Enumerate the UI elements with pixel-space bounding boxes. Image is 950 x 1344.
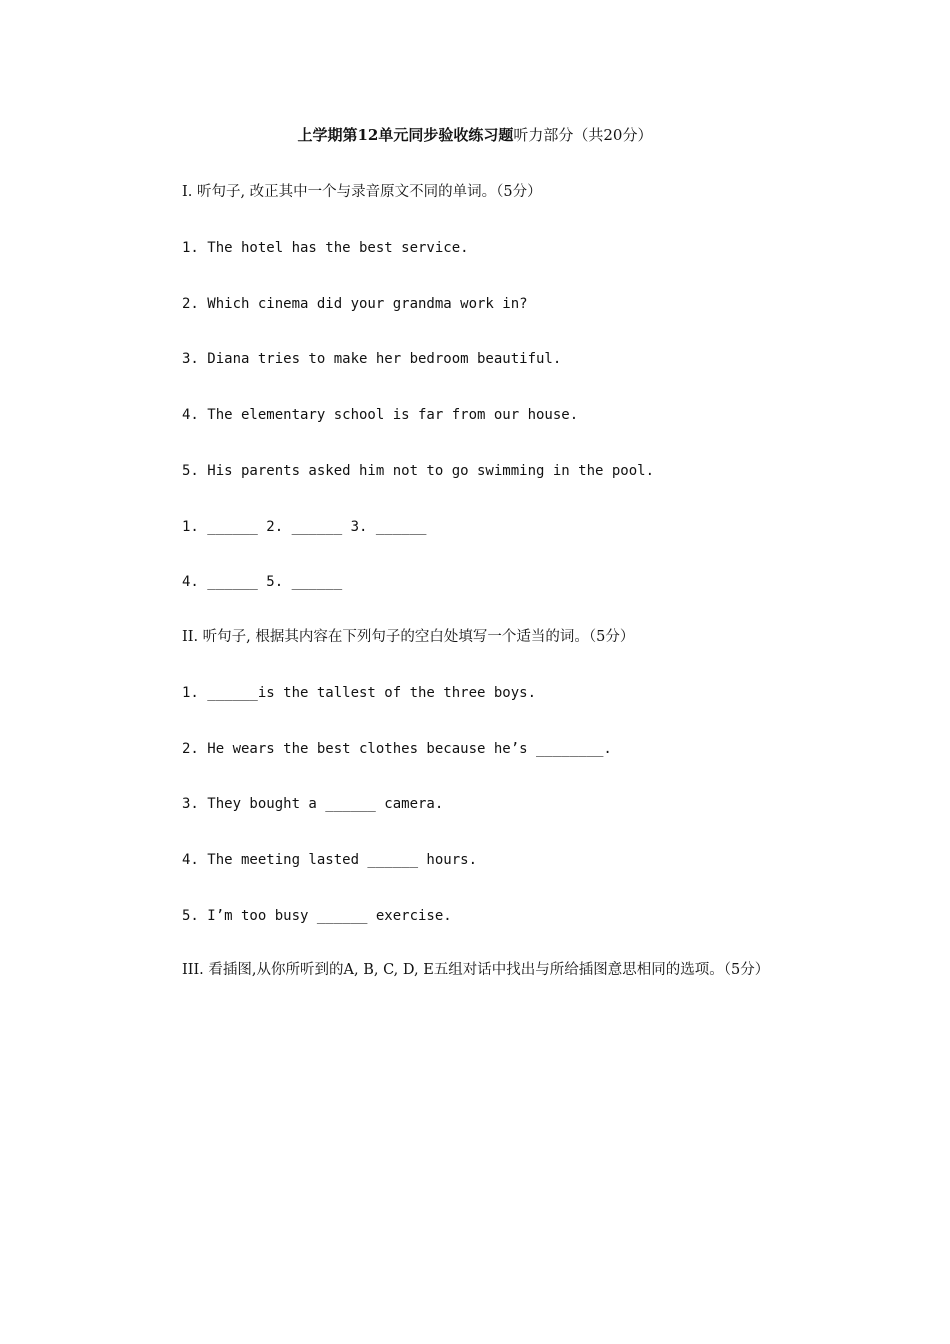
title-bold-part: 上学期第12单元同步验收练习题: [297, 126, 514, 144]
section2-item-2: 2. He wears the best clothes because he’s ________.: [182, 741, 612, 757]
section1-item-1: 1. The hotel has the best service.: [182, 240, 469, 256]
page-title: [0, 124, 950, 146]
section2-item-4: 4. The meeting lasted ______ hours.: [182, 852, 478, 868]
section1-item-4: 4. The elementary school is far from our house.: [182, 407, 579, 423]
section3-heading: III. 看插图,从你所听到的A, B, C, D, E五组对话中找出与所给插图意思相同的选项。（5分）: [182, 962, 770, 978]
section1-heading: I. 听句子, 改正其中一个与录音原文不同的单词。（5分）: [182, 184, 542, 200]
section2-item-1: 1. ______is the tallest of the three boys.: [182, 685, 537, 701]
section1-item-5: 5. His parents asked him not to go swimming in the pool.: [182, 463, 655, 479]
section1-item-3: 3. Diana tries to make her bedroom beautiful.: [182, 351, 562, 367]
section1-answer-line-1: 1. ______ 2. ______ 3. ______: [182, 519, 427, 535]
section2-item-3: 3. They bought a ______ camera.: [182, 796, 444, 812]
section1-item-2: 2. Which cinema did your grandma work in?: [182, 296, 528, 312]
section2-item-5: 5. I’m too busy ______ exercise.: [182, 908, 452, 924]
title-normal-part: 听力部分（共20分）: [513, 126, 653, 144]
section2-heading: II. 听句子, 根据其内容在下列句子的空白处填写一个适当的词。（5分）: [182, 629, 635, 645]
section1-answer-line-2: 4. ______ 5. ______: [182, 574, 343, 590]
